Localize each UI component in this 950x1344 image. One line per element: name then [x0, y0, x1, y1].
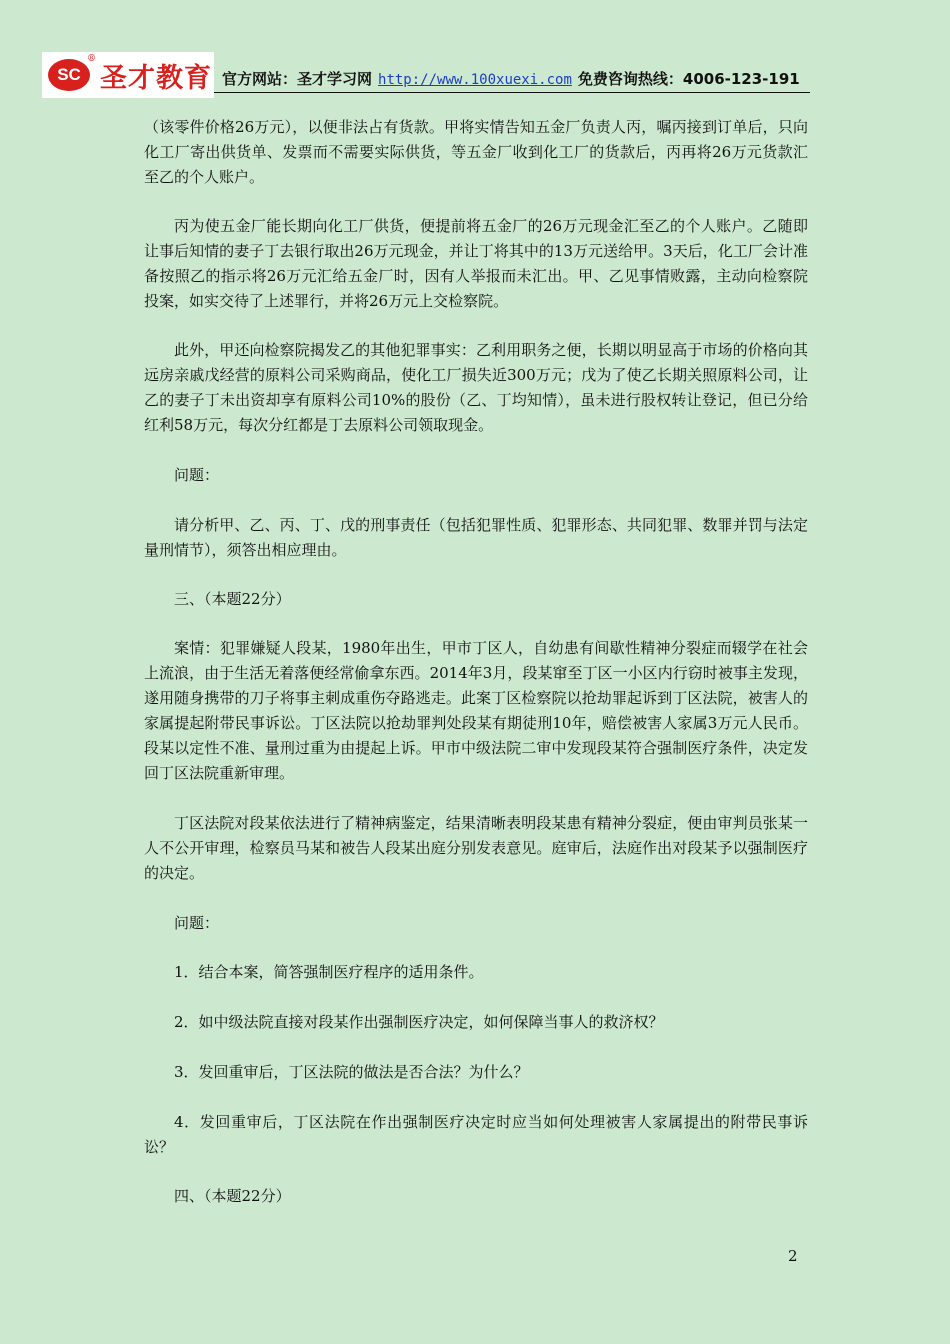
- section-heading-3: 三、（本题22分）: [174, 590, 291, 608]
- hotline: 免费咨询热线：4006-123-191: [577, 70, 800, 88]
- question-heading-2: 问题：: [174, 914, 220, 932]
- section-heading-4: 四、（本题22分）: [174, 1187, 291, 1205]
- site-link[interactable]: http://www.100xuexi.com: [378, 72, 572, 88]
- case-paragraph-2: 丁区法院对段某依法进行了精神病鉴定，结果清晰表明段某患有精神分裂症，便由审判员张某一人不公开审理，检察员马某和被告人段某出庭分别发表意见。庭审后，法庭作出对段某予以强制医疗的决定。: [144, 814, 808, 882]
- question-text: 请分析甲、乙、丙、丁、戊的刑事责任（包括犯罪性质、犯罪形态、共同犯罪、数罪并罚与法定量刑情节），须答出相应理由。: [144, 516, 808, 559]
- question-item-3: 3．发回重审后，丁区法院的做法是否合法？为什么？: [174, 1063, 529, 1081]
- question-item-4: 4．发回重审后，丁区法院在作出强制医疗决定时应当如何处理被害人家属提出的附带民事诉讼？: [144, 1113, 808, 1156]
- logo-badge: SC: [48, 59, 90, 91]
- paragraph-1: （该零件价格26万元），以便非法占有货款。甲将实情告知五金厂负责人丙，嘱丙接到订单后，只向化工厂寄出供货单、发票而不需要实际供货，等五金厂收到化工厂的货款后，丙再将26万元货款汇至乙的个人账户。: [144, 118, 808, 186]
- logo-name: 圣才教育: [100, 62, 212, 94]
- logo: [42, 52, 214, 98]
- header-divider: [214, 92, 810, 93]
- question-item-1: 1．结合本案，简答强制医疗程序的适用条件。: [174, 963, 484, 981]
- site-label: 官方网站：圣才学习网: [222, 70, 373, 88]
- paragraph-3: 此外，甲还向检察院揭发乙的其他犯罪事实：乙利用职务之便，长期以明显高于市场的价格向其远房亲戚戊经营的原料公司采购商品，使化工厂损失近300万元；戊为了使乙长期关照原料公司，让乙的妻子丁未出资却享有原料公司10%的股份（乙、丁均知情），虽未进行股权转让登记，但已分给红利58万元，每次分红都是丁去原料公司领取现金。: [144, 341, 808, 434]
- registered-mark: ®: [87, 54, 96, 64]
- page-number: 2: [788, 1247, 798, 1265]
- header-info: [222, 68, 800, 89]
- question-item-2: 2．如中级法院直接对段某作出强制医疗决定，如何保障当事人的救济权？: [174, 1013, 664, 1031]
- page-header: [42, 52, 810, 98]
- case-paragraph-1: 案情：犯罪嫌疑人段某，1980年出生，甲市丁区人，自幼患有间歇性精神分裂症而辍学在社会上流浪，由于生活无着落便经常偷拿东西。2014年3月，段某窜至丁区一小区内行窃时被事主发现，遂用随身携带的刀子将事主刺成重伤夺路逃走。此案丁区检察院以抢劫罪起诉到丁区法院，被害人的家属提起附带民事诉讼。丁区法院以抢劫罪判处段某有期徒刑10年，赔偿被害人家属3万元人民币。段某以定性不准、量刑过重为由提起上诉。甲市中级法院二审中发现段某符合强制医疗条件，决定发回丁区法院重新审理。: [144, 639, 808, 782]
- question-heading: 问题：: [174, 466, 220, 484]
- paragraph-2: 丙为使五金厂能长期向化工厂供货，便提前将五金厂的26万元现金汇至乙的个人账户。乙随即让事后知情的妻子丁去银行取出26万元现金，并让丁将其中的13万元送给甲。3天后，化工厂会计准备按照乙的指示将26万元汇给五金厂时，因有人举报而未汇出。甲、乙见事情败露，主动向检察院投案，如实交待了上述罪行，并将26万元上交检察院。: [144, 217, 808, 310]
